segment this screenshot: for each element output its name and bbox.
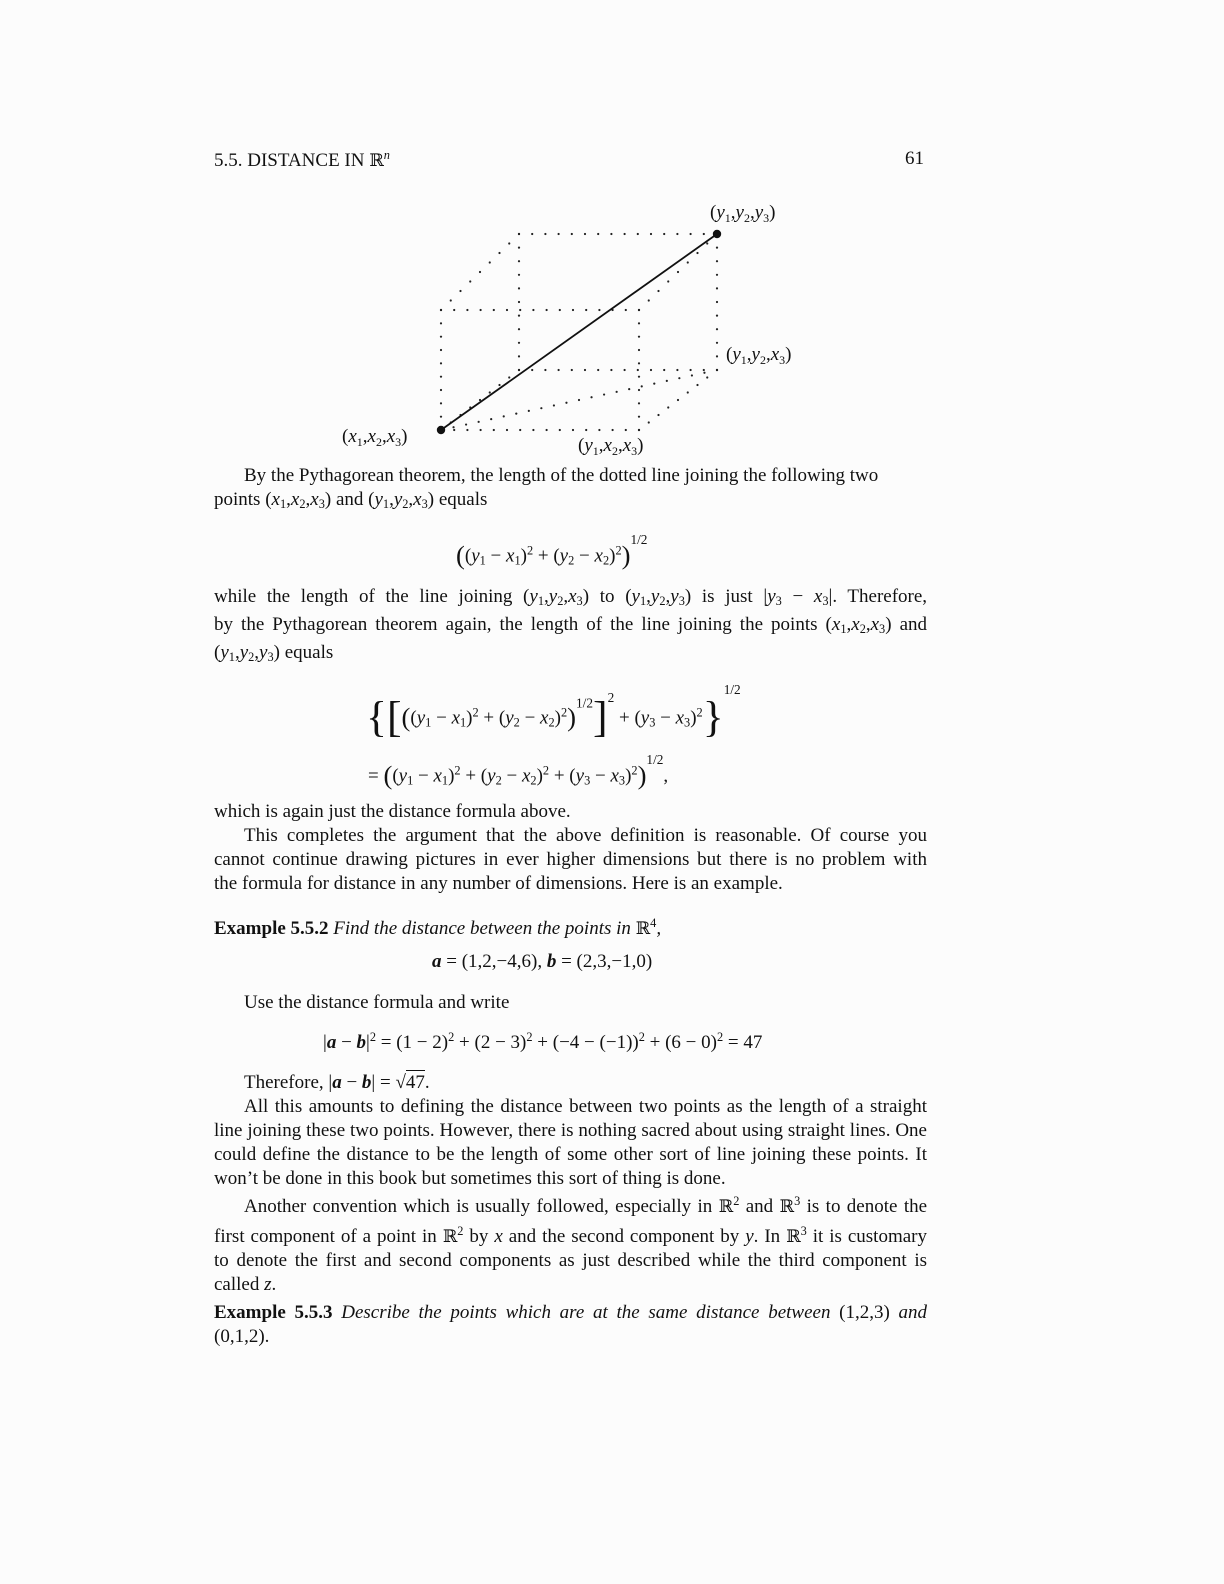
equation-1: $((y_1 - x_1)^2 + (y_2 - x_2)^2)^{1/2}$ <box>456 532 648 571</box>
label-right: $(y_1,y_2,x_3)$ <box>726 344 792 367</box>
label-left: $(x_1,x_2,x_3)$ <box>342 426 408 449</box>
therefore-line: Therefore, |a − b| = √47. <box>244 1072 430 1093</box>
p3-line: which is again just the distance formula above. <box>214 801 571 822</box>
example-label: Example 5.5.3 <box>214 1302 333 1323</box>
p2-line3: $(y_1,y_2,y_3)$ equals <box>214 642 334 665</box>
p1-line1: By the Pythagorean theorem, the length of the dotted line joining the following two <box>244 465 879 486</box>
running-header: 5.5. DISTANCE IN ℝ$^n$ <box>214 148 390 171</box>
p2-line2: by the Pythagorean theorem again, the length of the line joining the points $(x_1,x_2,x_3)$ and <box>214 614 928 637</box>
p6-line4: called z. <box>214 1273 277 1295</box>
p2-line1: while the length of the line joining $(y_1,y_2,x_3)$ to $(y_1,y_2,y_3)$ is just $|y_3 - x_3|$. Therefore, <box>214 586 928 609</box>
point-end <box>713 230 721 238</box>
equation-2-line2: = $((y_1 - x_1)^2 + (y_2 - x_2)^2 + (y_3 - x_3)^2)^{1/2}$, <box>368 752 669 791</box>
paragraph-6 <box>214 1189 927 1297</box>
example-label: Example 5.5.2 <box>214 917 329 939</box>
p6-line1: Another convention which is usually followed, especially in ℝ$^2$ and ℝ$^3$ is to denote the <box>244 1194 928 1217</box>
paragraph-2 <box>214 585 927 669</box>
paragraph-5: All this amounts to defining the distance between two points as the length of a straight line joining these two points. However, there is nothing sacred about using straight lines. One could define the distance to be the length of some other sort of line joining these points. It won’t be done in this book but sometimes this sort of thing is done. <box>214 1096 927 1189</box>
section-title: 5.5. DISTANCE IN <box>214 149 370 171</box>
equation-ab: a = (1,2,−4,6), b = (2,3,−1,0) <box>432 951 653 972</box>
p4-line1: This completes the argument that the above definition is reasonable. Of course you <box>244 825 927 846</box>
page-number: 61 <box>905 148 924 169</box>
p1-line2: points $(x_1,x_2,x_3)$ and $(y_1,y_2,x_3)$ equals <box>214 489 488 512</box>
example-5-5-2: Example 5.5.2 Find the distance between the points in ℝ$^4$, <box>214 916 662 939</box>
paragraph-3 <box>214 800 927 896</box>
label-bottom: $(y_1,x_2,x_3)$ <box>578 435 644 458</box>
example-5-5-3: Example 5.5.3 Describe the points which are at the same distance between (1,2,3) and (0,1,2). <box>214 1302 928 1347</box>
p4-line3: the formula for distance in any number of dimensions. Here is an example. <box>214 873 783 894</box>
equation-distance: $|a - b|^2 = (1 - 2)^2 + (2 - 3)^2 + (-4 - (-1))^2 + (6 - 0)^2 = 47$ <box>323 1030 763 1053</box>
use-distance-text: Use the distance formula and write <box>244 992 510 1013</box>
p6-line3: to denote the first and second components as just described while the third component is <box>214 1249 927 1271</box>
paragraph-1 <box>214 464 927 516</box>
p6-line2: first component of a point in ℝ$^2$ by x and the second component by y. In ℝ$^3$ it is customary <box>214 1223 927 1247</box>
equation-2-line1: $\{[((y_1 - x_1)^2 + (y_2 - x_2)^2)^{1/2}]^2 + (y_3 - x_3)^2\}^{1/2}$ <box>366 682 741 742</box>
figure-3d-box <box>330 198 850 458</box>
point-start <box>437 426 445 434</box>
p4-line2: cannot continue drawing pictures in ever higher dimensions but there is no problem with <box>214 849 927 870</box>
label-top: $(y_1,y_2,y_3)$ <box>710 202 776 225</box>
